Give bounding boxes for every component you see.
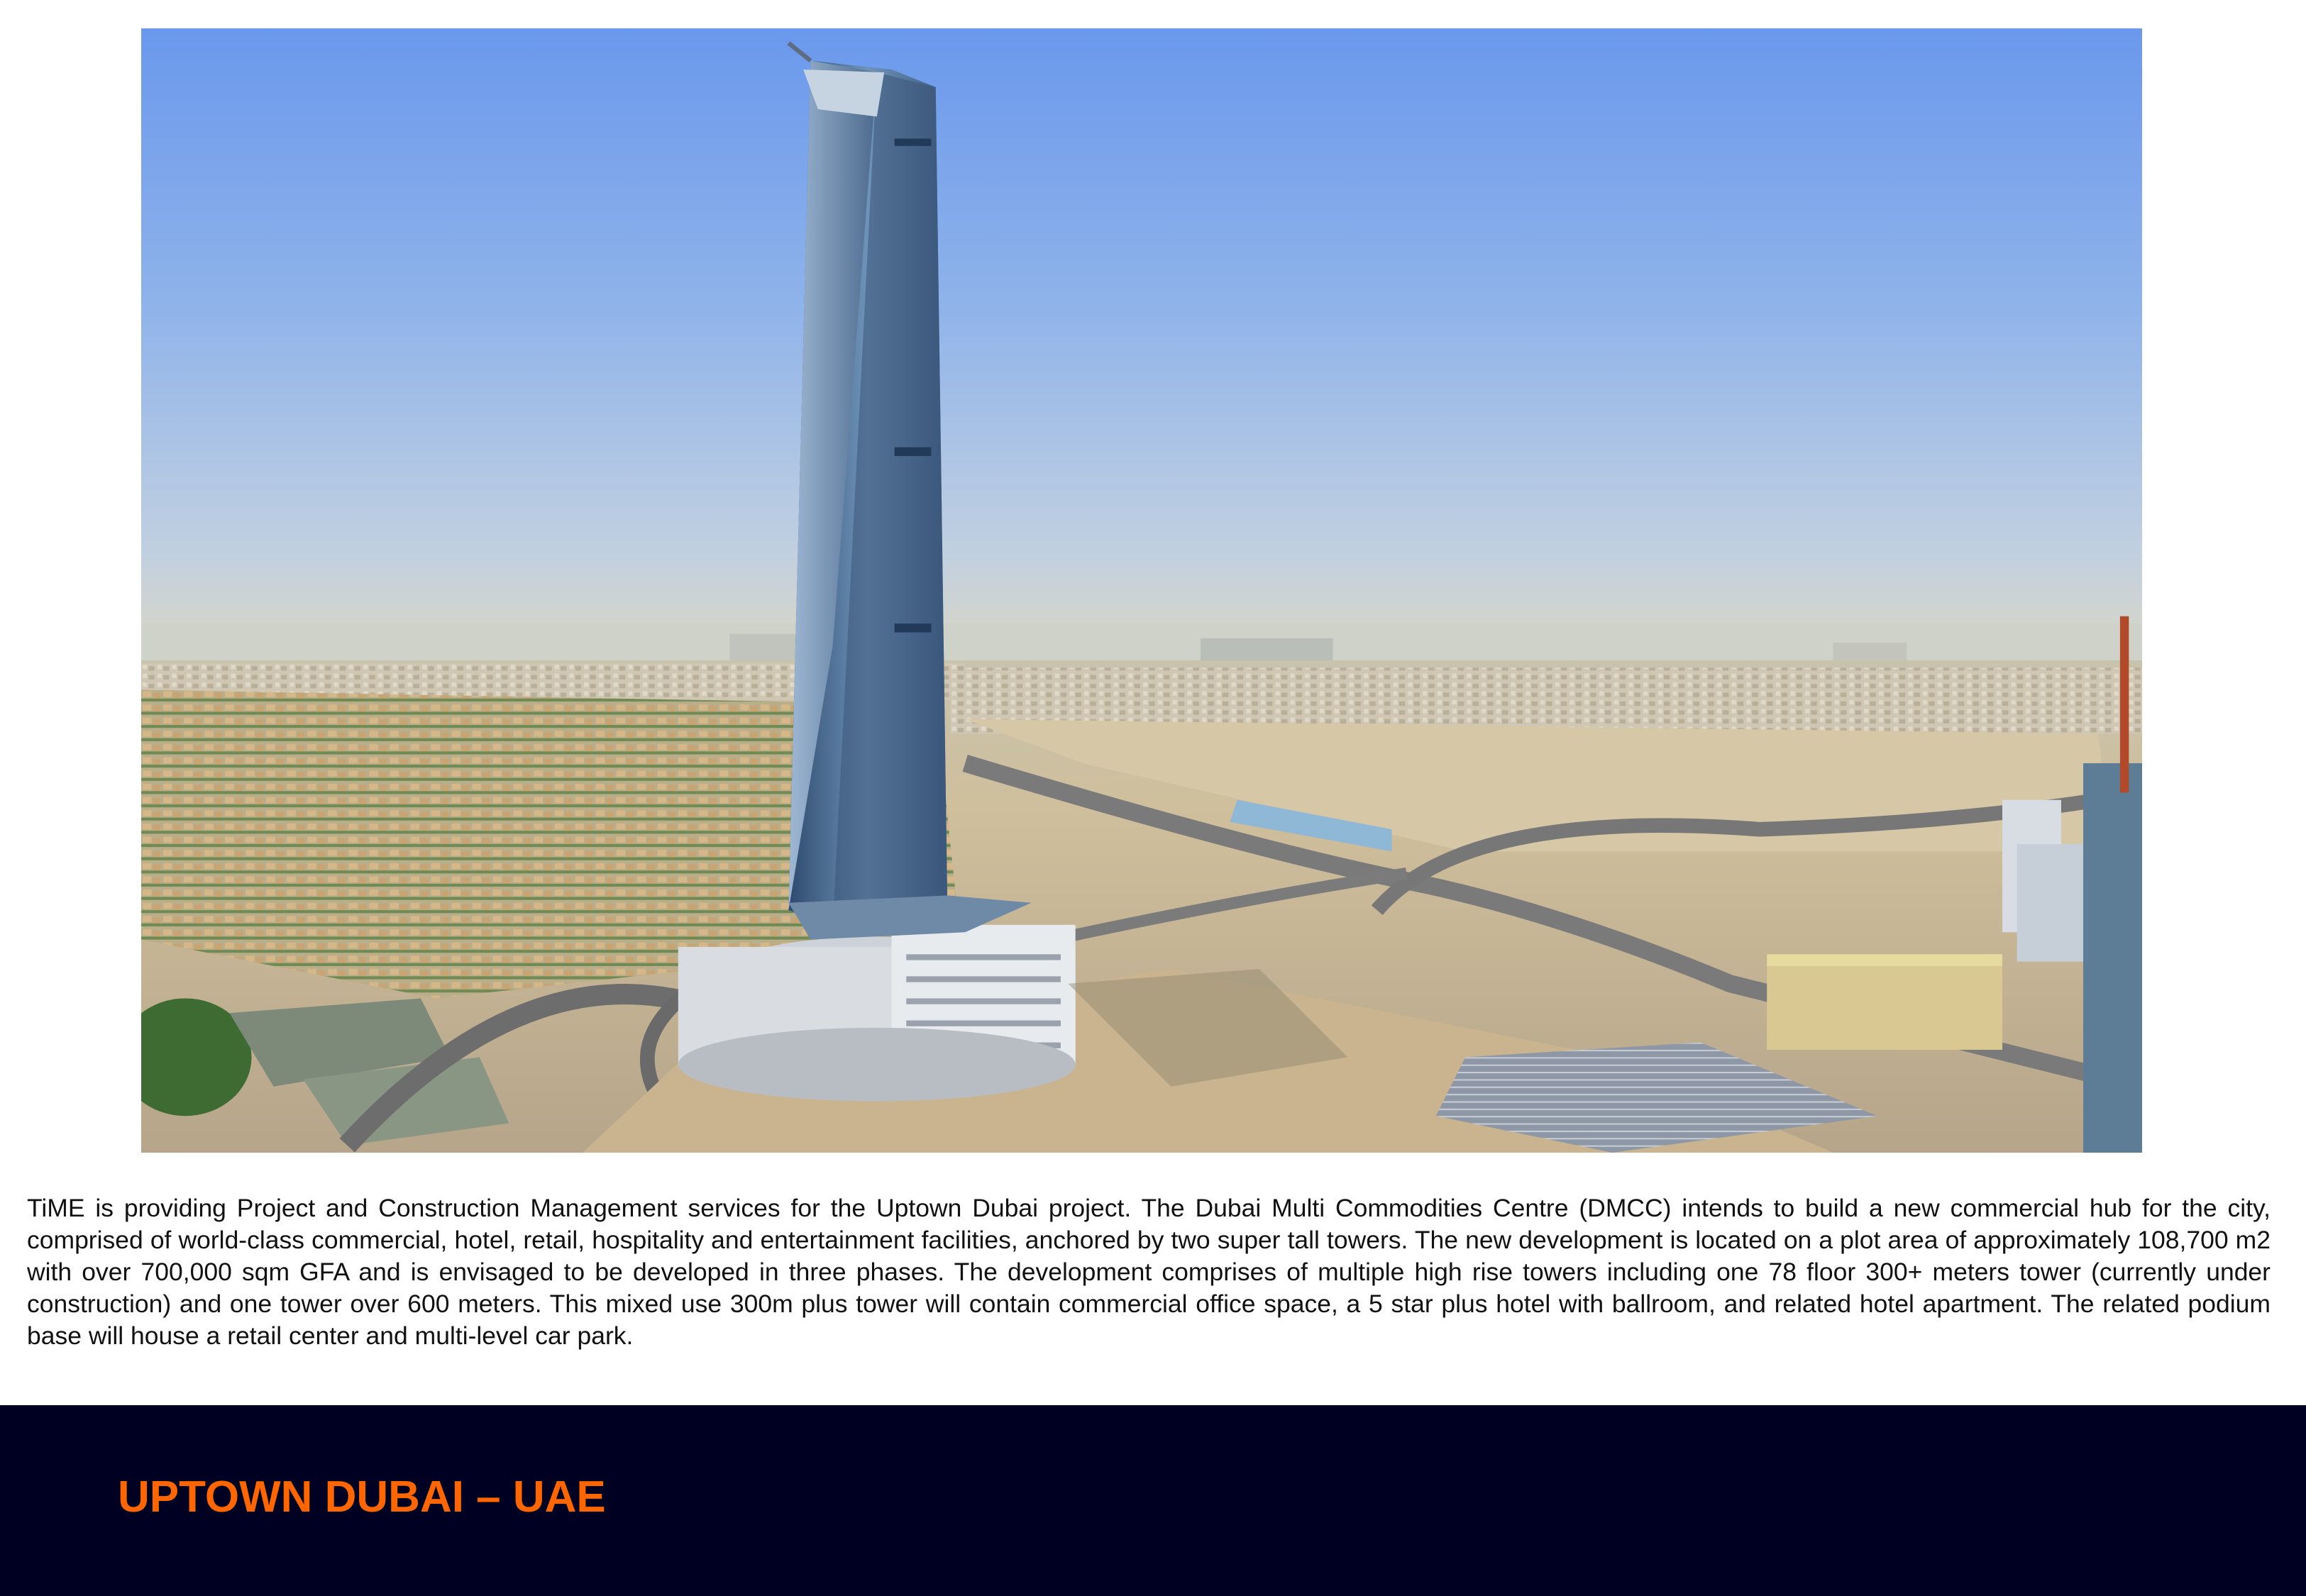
project-description: TiME is providing Project and Construction Management services for the Uptown Dubai project. The Dubai Multi Commodities Centre (DMCC) intends to build a new commercial hub for the city, comprised of world-class commercial, hotel, retail, hospitality and entertainment facilities, anchored by two super tall towers. The new development is located on a plot area of approximately 108,700 m2 with over 700,000 sqm GFA and is envisaged to be developed in three phases. The development comprises of multiple high rise towers including one 78 floor 300+ meters tower (currently under construction) and one tower over 600 meters. This mixed use 300m plus tower will contain commercial office space, a 5 star plus hotel with ballroom, and related hotel apartment. The related podium base will house a retail center and multi-level car park. [27, 1194, 2271, 1350]
project-photo [141, 28, 2142, 1153]
tower-aerial-illustration [141, 28, 2142, 1153]
project-title: UPTOWN DUBAI – UAE [118, 1473, 606, 1522]
